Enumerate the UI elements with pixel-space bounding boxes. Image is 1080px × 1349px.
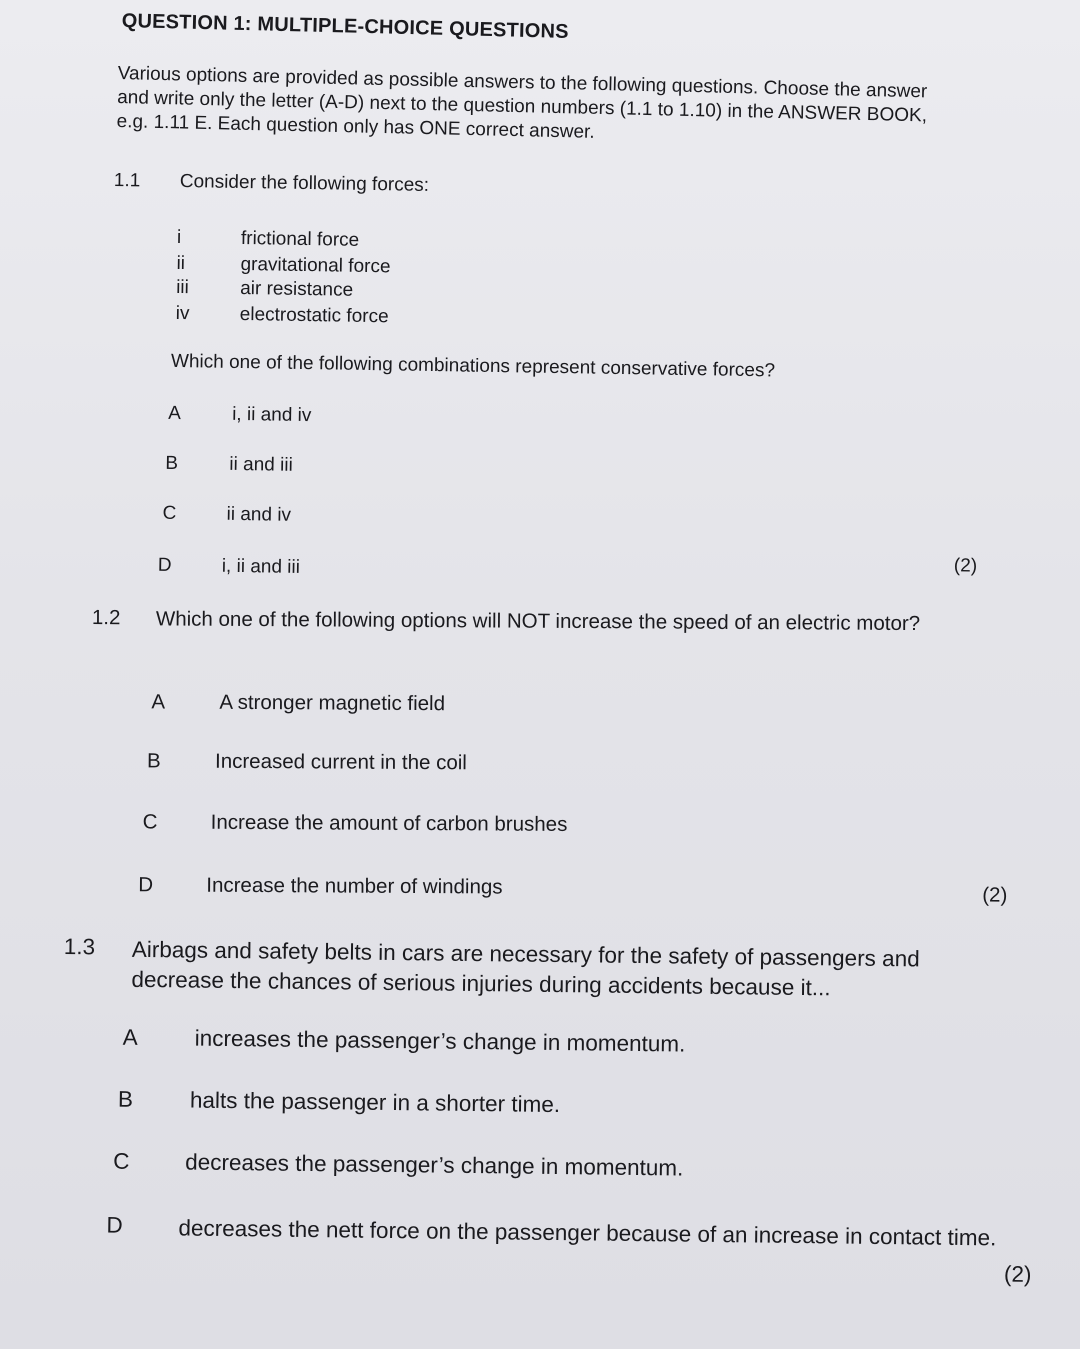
question-number: 1.1 <box>113 170 141 192</box>
option-text: Increased current in the coil <box>214 749 467 775</box>
marks: (2) <box>982 883 1008 907</box>
marks: (2) <box>953 555 978 577</box>
force-text: air resistance <box>239 277 354 301</box>
option-letter: D <box>157 554 172 576</box>
option-text: ii and iii <box>229 453 293 476</box>
option-c[interactable] <box>142 810 663 836</box>
force-text: electrostatic force <box>239 303 389 328</box>
option-d[interactable] <box>106 1212 1007 1251</box>
question-number: 1.3 <box>63 934 96 960</box>
option-letter: A <box>151 690 166 714</box>
option-text: A stronger magnetic field <box>219 690 446 716</box>
question-1-1 <box>107 170 993 604</box>
section-heading: QUESTION 1: MULTIPLE-CHOICE QUESTIONS <box>121 10 569 43</box>
force-item <box>175 276 476 301</box>
question-1-2 <box>90 606 1032 912</box>
option-text: decreases the nett force on the passenger because of an increase in contact time. <box>178 1215 997 1251</box>
option-letter: D <box>106 1212 123 1238</box>
option-d[interactable] <box>138 873 658 899</box>
option-letter: B <box>165 452 179 475</box>
instructions: Various options are provided as possible answers to the following questions. Choose the answer and write only the letter (A-D) next to the question numbers (1.1 to 1.10) in the ANSWER BOOK, e.g. 1.11 E. Each question only has ONE correct answer. <box>116 62 928 143</box>
option-text: i, ii and iii <box>221 555 301 578</box>
force-numeral: i <box>176 226 182 249</box>
option-text: i, ii and iv <box>232 403 312 427</box>
force-text: gravitational force <box>240 254 391 278</box>
option-a[interactable] <box>122 1024 743 1057</box>
force-item <box>176 226 477 251</box>
option-b[interactable] <box>165 452 566 476</box>
option-letter: D <box>138 873 154 897</box>
marks: (2) <box>1003 1261 1032 1287</box>
question-number: 1.2 <box>91 606 121 630</box>
option-text: ii and iv <box>226 503 292 526</box>
option-text: Increase the number of windings <box>206 873 503 899</box>
option-letter: C <box>162 502 177 525</box>
option-a[interactable] <box>168 402 568 427</box>
question-text: Which one of the following options will NOT increase the speed of an electric motor? <box>155 607 921 636</box>
force-text: frictional force <box>240 228 360 251</box>
option-c[interactable] <box>113 1148 733 1181</box>
question-text: Airbags and safety belts in cars are necessary for the safety of passengers and decrease the chances of serious injuries during accidents because it... <box>131 936 920 1001</box>
option-text: Increase the amount of carbon brushes <box>210 810 568 836</box>
force-item <box>176 252 477 278</box>
option-text: decreases the passenger’s change in momentum. <box>185 1149 684 1181</box>
option-letter: A <box>122 1024 138 1050</box>
option-letter: A <box>168 402 182 425</box>
force-numeral: iii <box>175 276 189 299</box>
option-b[interactable] <box>146 749 647 775</box>
option-letter: B <box>117 1086 134 1112</box>
question-1-3 <box>59 934 1064 1326</box>
option-d[interactable] <box>157 554 558 578</box>
force-item <box>175 302 476 328</box>
option-text: halts the passenger in a shorter time. <box>189 1087 561 1118</box>
force-numeral: ii <box>176 252 186 275</box>
option-letter: C <box>113 1148 130 1174</box>
question-intro: Consider the following forces: <box>179 171 430 196</box>
option-b[interactable] <box>117 1086 738 1118</box>
question-text: Which one of the following combinations represent conservative forces? <box>170 350 776 382</box>
option-letter: B <box>146 749 161 773</box>
option-a[interactable] <box>151 690 651 716</box>
option-text: increases the passenger’s change in momentum. <box>194 1025 686 1057</box>
force-numeral: iv <box>175 302 190 325</box>
option-letter: C <box>142 810 158 834</box>
option-c[interactable] <box>162 502 563 526</box>
